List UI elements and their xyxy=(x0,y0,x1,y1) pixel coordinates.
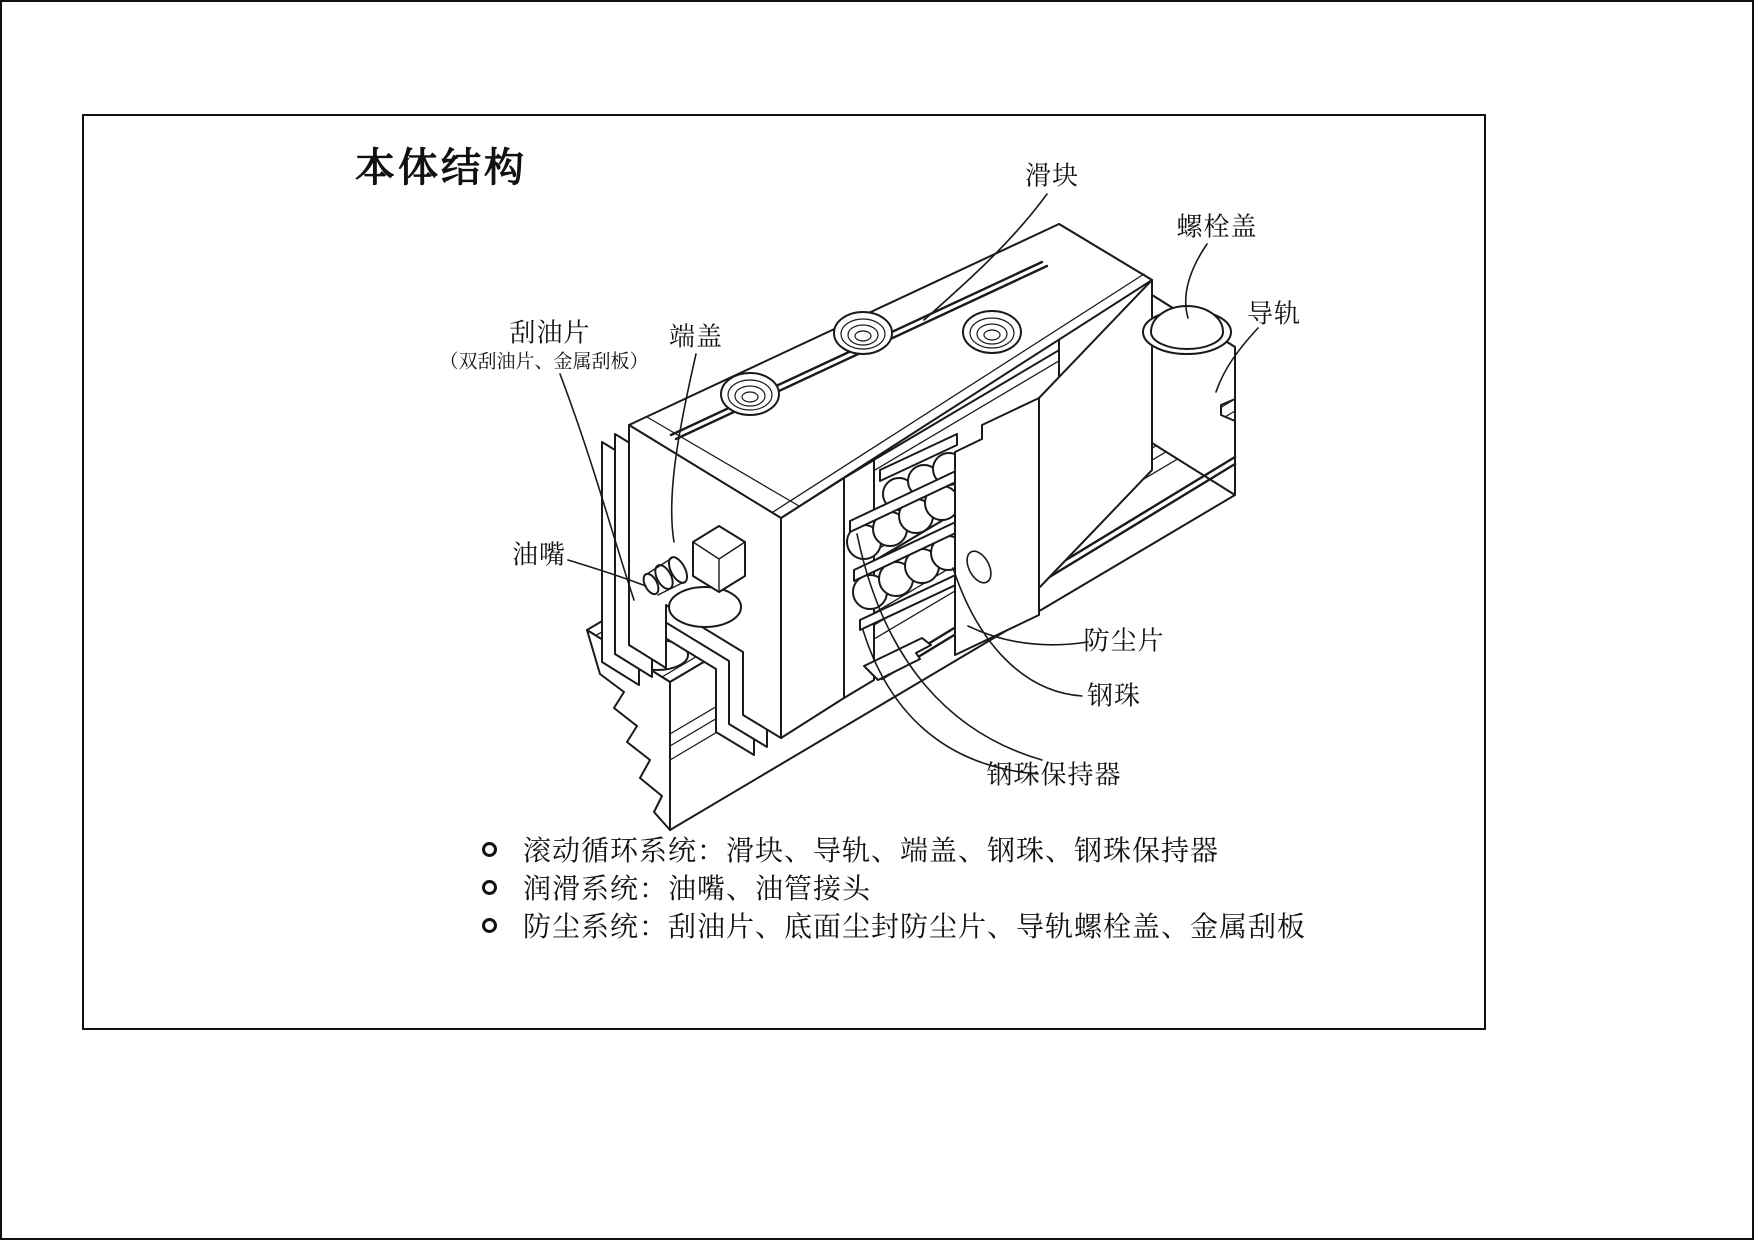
bullet-circle-icon xyxy=(482,842,497,857)
legend-text-lubrication: 润滑系统：油嘴、油管接头 xyxy=(523,873,872,904)
legend-text-dustproof: 防尘系统：刮油片、底面尘封防尘片、导轨螺栓盖、金属刮板 xyxy=(523,911,1307,942)
label-bolt-cover: 螺栓盖 xyxy=(1176,211,1258,242)
list-item xyxy=(482,868,1306,906)
legend-text-rolling: 滚动循环系统：滑块、导轨、端盖、钢珠、钢珠保持器 xyxy=(523,835,1220,866)
linear-guide-diagram xyxy=(2,2,1754,1240)
label-oil-nozzle: 油嘴 xyxy=(511,539,567,570)
label-end-cap: 端盖 xyxy=(668,321,724,352)
label-dust-sheet: 防尘片 xyxy=(1083,625,1165,656)
list-item xyxy=(482,830,1306,868)
page-title: 本体结构 xyxy=(355,146,527,190)
label-slider: 滑块 xyxy=(1024,160,1080,191)
bullet-circle-icon xyxy=(482,880,497,895)
label-steel-ball: 钢珠 xyxy=(1086,680,1142,711)
label-ball-retainer: 钢珠保持器 xyxy=(986,759,1122,790)
list-item xyxy=(482,906,1306,944)
bullet-circle-icon xyxy=(482,918,497,933)
label-oil-scraper-sub: （双刮油片、金属刮板） xyxy=(439,351,649,373)
label-oil-scraper: 刮油片 xyxy=(509,317,591,348)
label-rail: 导轨 xyxy=(1246,298,1302,329)
system-legend xyxy=(482,830,1306,944)
